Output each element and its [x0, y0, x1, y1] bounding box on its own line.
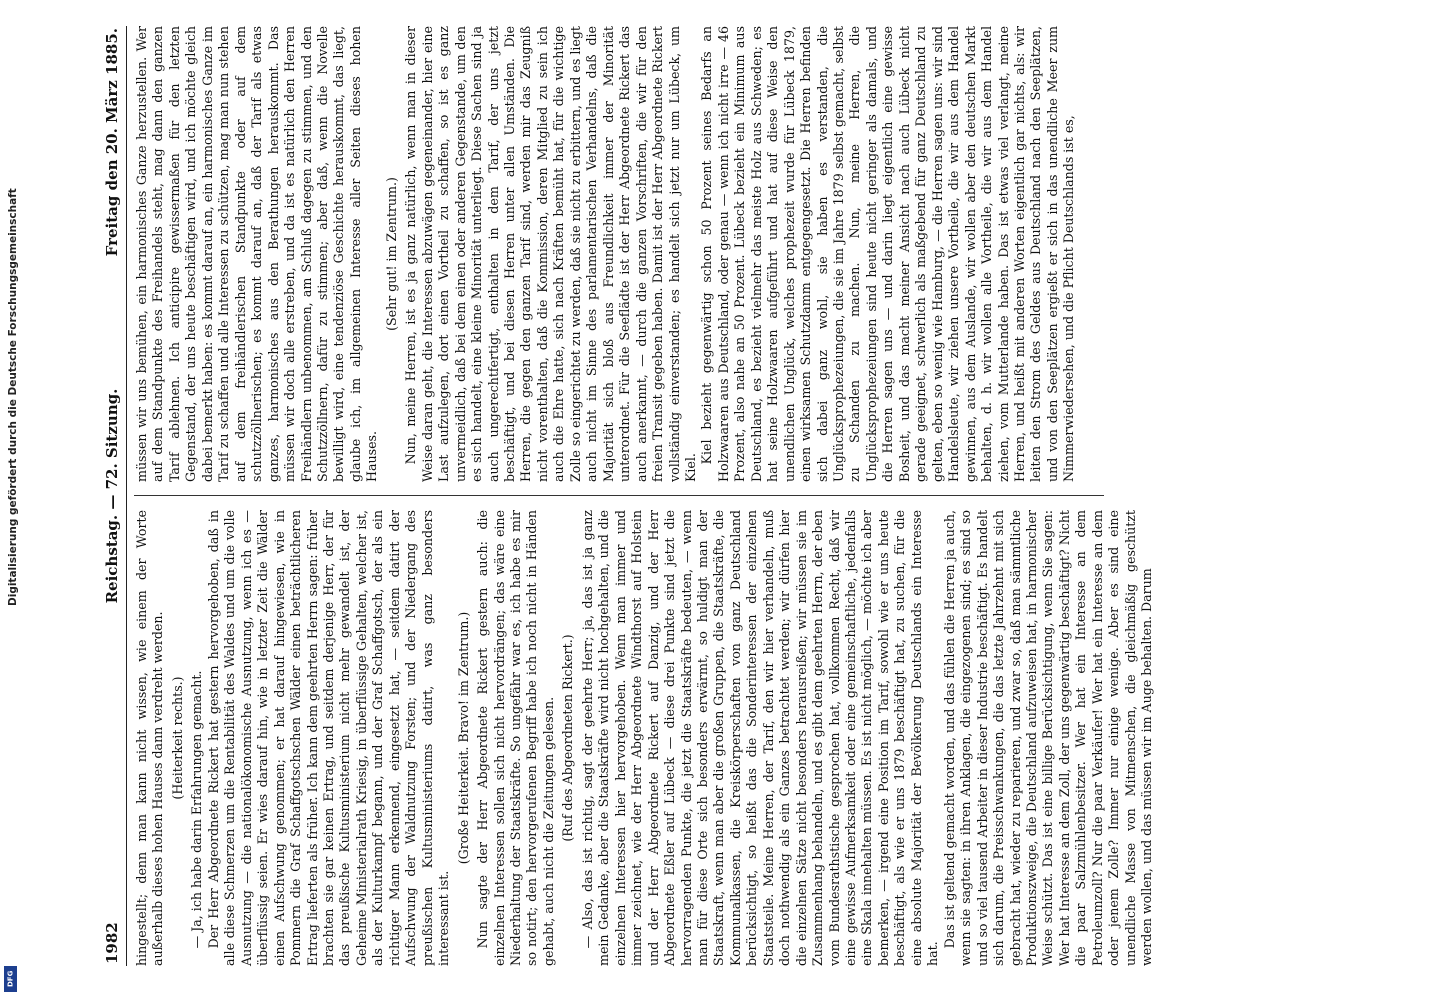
dfg-logo-icon: DFG	[4, 966, 17, 992]
paragraph: Nun sagte der Herr Abgeordnete Rickert gestern auch: die einzelnen Interessen sollen sich nicht hervordrängen; das wäre eine Niederhaltung der Staatskräfte. So ungefähr war es, ich habe es mir so notirt; den hervorgerufenen Begriff habe ich noch nicht in Händen gehabt, auch nicht die Zeitungen gelesen.	[475, 510, 556, 966]
column-divider	[134, 495, 1104, 496]
interjection: (Große Heiterkeit. Bravo! im Zentrum.)	[455, 611, 471, 865]
paragraph: Nun, meine Herren, ist es ja ganz natürlich, wenn man in dieser Weise daran geht, die Interessen abzuwägen gegeneinander, hier eine Last aufzulegen, dort einen Vortheil zu schaffen, so ist es ganz unvermeidlich, daß bei dem einen oder anderen Gegenstande, um den es sich handelt, eine kleine Minorität unterliegt. Diese Sachen sind ja auch ungerechtfertigt, enthalten in dem Tarif, der uns jetzt beschäftigt, und bei diesen Herren unter allen Umständen. Die Herren, die gegen den ganzen Tarif sind, werden mir das Zeugniß nicht vorenthalten, daß die Kommission, deren Mitglied zu sein ich auch die Ehre hatte, sich nach Kräften bemüht hat, für die wichtige Zolle so eingerichtet zu werden, daß sie nicht zu erbittern, und es liegt auch nicht im Sinne des parlamentarischen Verhandelns, daß die Majorität sich bloß aus Freundlichkeit immer der Minorität unterordnet. Für die Seeflädte ist der Herr Abgeordnete Rickert das auch anerkannt, — durch die ganzen Vorschriften, die wir für den freien Transit gegeben haben. Damit ist der Herr Abgeordnete Rickert vollständig einverstanden; es handelt sich jetzt nur um Lübeck, um Kiel.	[403, 26, 698, 482]
page-header	[100, 26, 127, 966]
interjection: (Heiterkeit rechts.)	[169, 676, 185, 800]
document-page	[100, 26, 1155, 966]
paragraph: müssen wir uns bemühen, ein harmonisches Ganze herzustellen. Wer auf dem Standpunkte des Freihandels steht, mag dann den ganzen Tarif ablehnen. Ich anticipire gewissermaßen für den letzten Gegenstand, der uns heute beschäftigen wird, und ich möchte gleich dabei bemerkt haben: es kommt darauf an, ein harmonisches Ganze im Tarif zu schaffen und alle Interessen zu schützen, mag man nun stehen auf dem freihändlerischen Standpunkte oder auf dem schutzzöllnerischen; es kommt darauf an, daß der Tarif als etwas ganzes, harmonisches aus den Berathungen herauskommt. Das müssen wir doch alle erstreben, und da ist es natürlich den Herren Freihändlern unbenommen, am Schluß dagegen zu stimmen, und den Schutzzöllnern, dafür zu stimmen; aber daß, wenn die Novelle bewilligt wird, eine tendenziöse Geschichte herauskommt, das liegt, glaube ich, im allgemeinen Interesse aller Seiten dieses hohen Hauses.	[134, 26, 380, 482]
running-title: Reichstag. — 72. Sitzung.	[103, 388, 121, 604]
interjection: (Sehr gut! im Zentrum.)	[383, 177, 399, 331]
paragraph: Kiel bezieht gegenwärtig schon 50 Prozent seines Bedarfs an Holzwaaren aus Deutschland, oder genau — wenn ich nicht irre — 46 Prozent, also nahe an 50 Prozent. Lübeck bezieht ein Minimum aus Deutschland, es bezieht vielmehr das meiste Holz aus Schweden; es hat seine Holzwaaren aufgeführt und hat auf diese Weise den unendlichen Unglück, welches prophezeit wurde für Lübeck 1879, einen wirksamen Schutzdamm entgegengesetzt. Die Herren befinden sich dabei ganz wohl, sie haben es verstanden, die Unglücksprophezeiungen, die sie im Jahre 1879 selbst gemacht, selbst zu Schanden zu machen. Nun, meine Herren, die Unglücksprophezeiungen sind heute nicht geringer als damals, und die Herren sagen uns — und darin liegt eigentlich eine gewisse Bosheit, und das macht meiner Ansicht nach auch Lübeck nicht gerade geeignet, schwerlich als maßgebend für ganz Deutschland zu gelten, eben so wenig wie Hamburg, — die Herren sagen uns: wir sind Handelsleute, wir ziehen unsere Vortheile, die wir aus dem Handel gewinnen, aus dem Auslande, wir wollen aber den deutschen Markt behalten, d. h. wir wollen alle Vortheile, die wir aus dem Handel ziehen, vom Mutterlande haben. Das ist etwas viel verlangt, meine Herren, und heißt mit anderen Worten eigentlich gar nichts, als: wir leiten den Strom des Geldes aus Deutschland nach den Seeplätzen, und von den Seeplätzen ergießt er sich in das unendliche Meer zum Nimmerwiedersehen, und die Pflicht Deutschlands ist es,	[699, 26, 1077, 482]
page-number: 1982	[103, 922, 121, 964]
paragraph: Der Herr Abgeordnete Rickert hat gestern hervorgehoben, daß in alle diese Schmerzen um die Rentabilität des Waldes und um die volle Ausnutzung — die nationalökonomische Ausnutzung, wenn ich es — überflüssig seien. Er wies darauf hin, wie in letzter Zeit die Wälder einen Aufschwung genommen; er hat darauf hingewiesen, wie in Pommern die Graf Schaffgotschschen Wälder einen beträchtlicheren Ertrag lieferten als früher. Ich kann dem geehrten Herrn sagen: früher brachten sie gar keinen Ertrag, und seitdem derjenige Herr, der für das preußische Kultusministerium nicht mehr gewandelt ist, der Geheime Ministerialrath Kriesig, in überflüssige Gehalten, welcher ist, als der Kulturkampf begann, und der Graf Schaffgotsch, der als ein richtiger Mann erkennend, eingesetzt hat, — seitdem datirt der Aufschwung der Waldnutzung Forsten; und der Niedergang des preußischen Kultusministeriums datirt, was ganz besonders interessant ist.	[205, 510, 452, 966]
text-column-right	[134, 26, 1104, 482]
paragraph: Das ist geltend gemacht worden, und das fühlen die Herren ja auch, wenn sie sagten: in ihren Anklagen, die eingezogenen sind; es sind so und so viel tausend Arbeiter in dieser Industrie beschäftigt. Es handelt sich darum, die Preisschwankungen, die das letzte Jahrzehnt mit sich gebracht hat, wieder zu reparieren, und zwar so, daß man sämmtliche Produktionszweige, die Deutschland aufzuweisen hat, in harmonischer Weise schützt. Das ist eine billige Berücksichtigung, wenn Sie sagen: Wer hat Interesse an dem Zoll, der uns gegenwärtig beschäftigt? Nicht die paar Salzmühlenbesitzer. Wer hat ein Interesse an dem Petroleumzoll? Nur die paar Verkäufer! Wer hat ein Interesse an dem oder jenem Zolle? Immer nur einige wenige. Aber es sind eine unendliche Masse von Mitmenschen, die gleichmäßig geschützt werden wollen, und das müssen wir im Auge behalten. Darum	[941, 510, 1155, 966]
text-column-left	[134, 510, 1155, 966]
digitization-credit: Digitalisierung gefördert durch die Deutsche Forschungsgemeinschaft	[7, 188, 19, 606]
paragraph: hingestellt; denn man kann nicht wissen, wie einem der Worte außerhalb dieses hohen Hauses dann verdreht werden.	[134, 510, 166, 966]
paragraph: — Ja, ich habe darin Erfahrungen gemacht.	[189, 670, 205, 949]
paragraph: — Also, das ist richtig, sagt der geehrte Herr; ja, das ist ja ganz mein Gedanke, aber die Staatskräfte wird nicht hochgehalten, und die einzelnen Interessen hier hervorgehoben. Wenn man immer und immer zeichnet, wie der Herr Abgeordnete Windthorst auf Holstein und der Herr Abgeordnete Rickert auf Danzig, und der Herr Abgeordnete Eßler auf Lübeck — diese drei Punkte sind jetzt die hervorragenden Punkte, die jetzt die Staatskräfte bedeuten, — wenn man für diese Orte sich besonders erwärmt, so huldigt man der Staatskraft, wenn man aber die großen Gruppen, die Staatskräfte, die Kommunalkassen, die Kreiskörperschaften von ganz Deutschland berücksichtigt, so heißt das die Sonderinteressen der einzelnen Staatsteile. Meine Herren, der Tarif, den wir hier verhandeln, muß doch nothwendig als ein Ganzes betrachtet werden; wir dürfen hier die einzelnen Sätze nicht besonders herausreißen; wir müssen sie im Zusammenhang behandeln, und es gibt dem geehrten Herrn, der eben vom Bundesrathstische gesprochen hat, vollkommen Recht, daß wir eine gewisse Aufmerksamkeit oder eine gemeinschaftliche, jedenfalls eine Skala innehalten müssen. Es ist nicht möglich, — möchte ich aber bemerken, — irgend eine Position im Tarif, sowohl wie er uns heute beschäftigt, als wie er uns 1879 beschäftigt hat, zu suchen, für die eine absolute Majorität der Bevölkerung Deutschlands ein Interesse hat.	[579, 510, 941, 966]
interjection: (Ruf des Abgeordneten Rickert.)	[560, 634, 576, 842]
session-date: Freitag den 20. März 1885.	[103, 28, 121, 257]
